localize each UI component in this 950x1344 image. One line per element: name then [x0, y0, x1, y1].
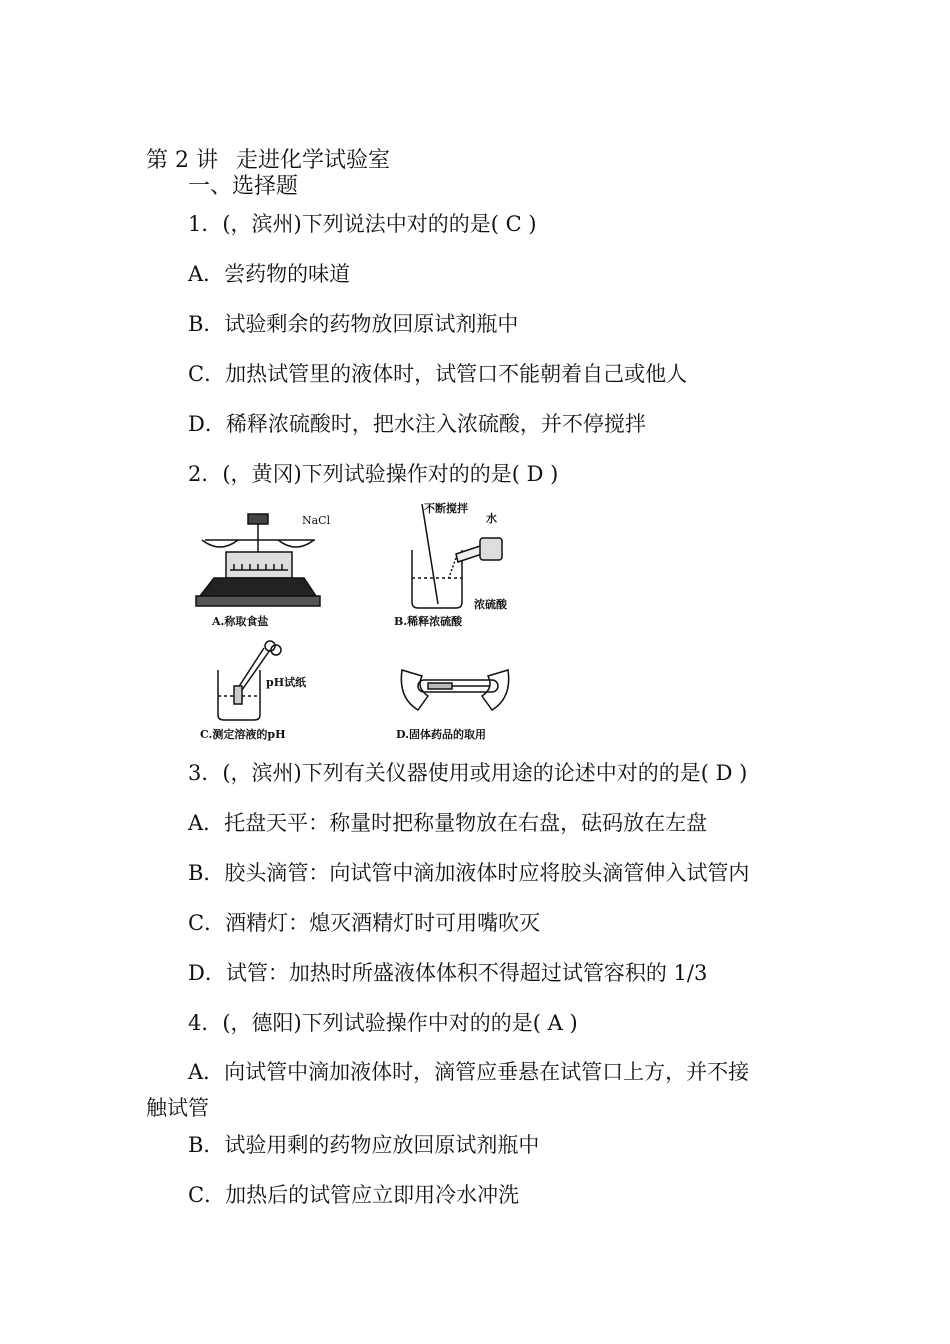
question-3-option-d: D．试管：加热时所盛液体体积不得超过试管容积的 1/3: [188, 961, 708, 985]
question-4-option-c: C．加热后的试管应立即用冷水冲洗: [188, 1183, 520, 1207]
lecture-number: 第 2 讲: [146, 148, 218, 173]
caption-d: D.固体药品的取用: [396, 728, 486, 741]
acid-label: 浓硫酸: [474, 598, 507, 611]
stir-label: 不断搅拌: [424, 502, 468, 515]
question-4-option-a: A．向试管中滴加液体时，滴管应垂悬在试管口上方，并不接: [188, 1060, 750, 1084]
section-heading: 一、选择题: [188, 174, 299, 199]
question-4-stem: 4．(，德阳)下列试验操作中对的的是( A ): [188, 1011, 578, 1035]
question-3-stem: 3．(，滨州)下列有关仪器使用或用途的论述中对的的是( D ): [188, 761, 748, 785]
caption-c: C.测定溶液的pH: [200, 728, 286, 741]
ph-paper-label: pH试纸: [266, 676, 307, 689]
page-title: [146, 147, 390, 175]
question-1-option-a: A．尝药物的味道: [188, 262, 351, 286]
lab-operations-figure: [190, 500, 530, 745]
caption-a: A.称取食盐: [212, 615, 269, 628]
solid-reagent-illustration: [401, 670, 508, 710]
question-1-option-c: C．加热试管里的液体时，试管口不能朝着自己或他人: [188, 362, 688, 386]
question-4-option-b: B．试验用剩的药物应放回原试剂瓶中: [188, 1133, 540, 1157]
lecture-title: 走进化学试验室: [235, 148, 390, 173]
question-3-option-c: C．酒精灯：熄灭酒精灯时可用嘴吹灭: [188, 911, 541, 935]
question-2-stem: 2．(，黄冈)下列试验操作对的的是( D ): [188, 462, 559, 486]
nacl-label: NaCl: [302, 514, 331, 527]
balance-illustration: [196, 514, 320, 606]
water-label: 水: [486, 512, 497, 525]
question-1-stem: 1．(，滨州)下列说法中对的的是( C ): [188, 212, 537, 236]
question-1-option-d: D．稀释浓硫酸时，把水注入浓硫酸，并不停搅拌: [188, 412, 646, 436]
question-1-option-b: B．试验剩余的药物放回原试剂瓶中: [188, 312, 519, 336]
question-3-option-b: B．胶头滴管：向试管中滴加液体时应将胶头滴管伸入试管内: [188, 861, 750, 885]
caption-b: B.稀释浓硫酸: [394, 615, 463, 628]
question-4-option-a-continued: 触试管: [146, 1096, 209, 1120]
question-3-option-a: A．托盘天平：称量时把称量物放在右盘，砝码放在左盘: [188, 811, 708, 835]
